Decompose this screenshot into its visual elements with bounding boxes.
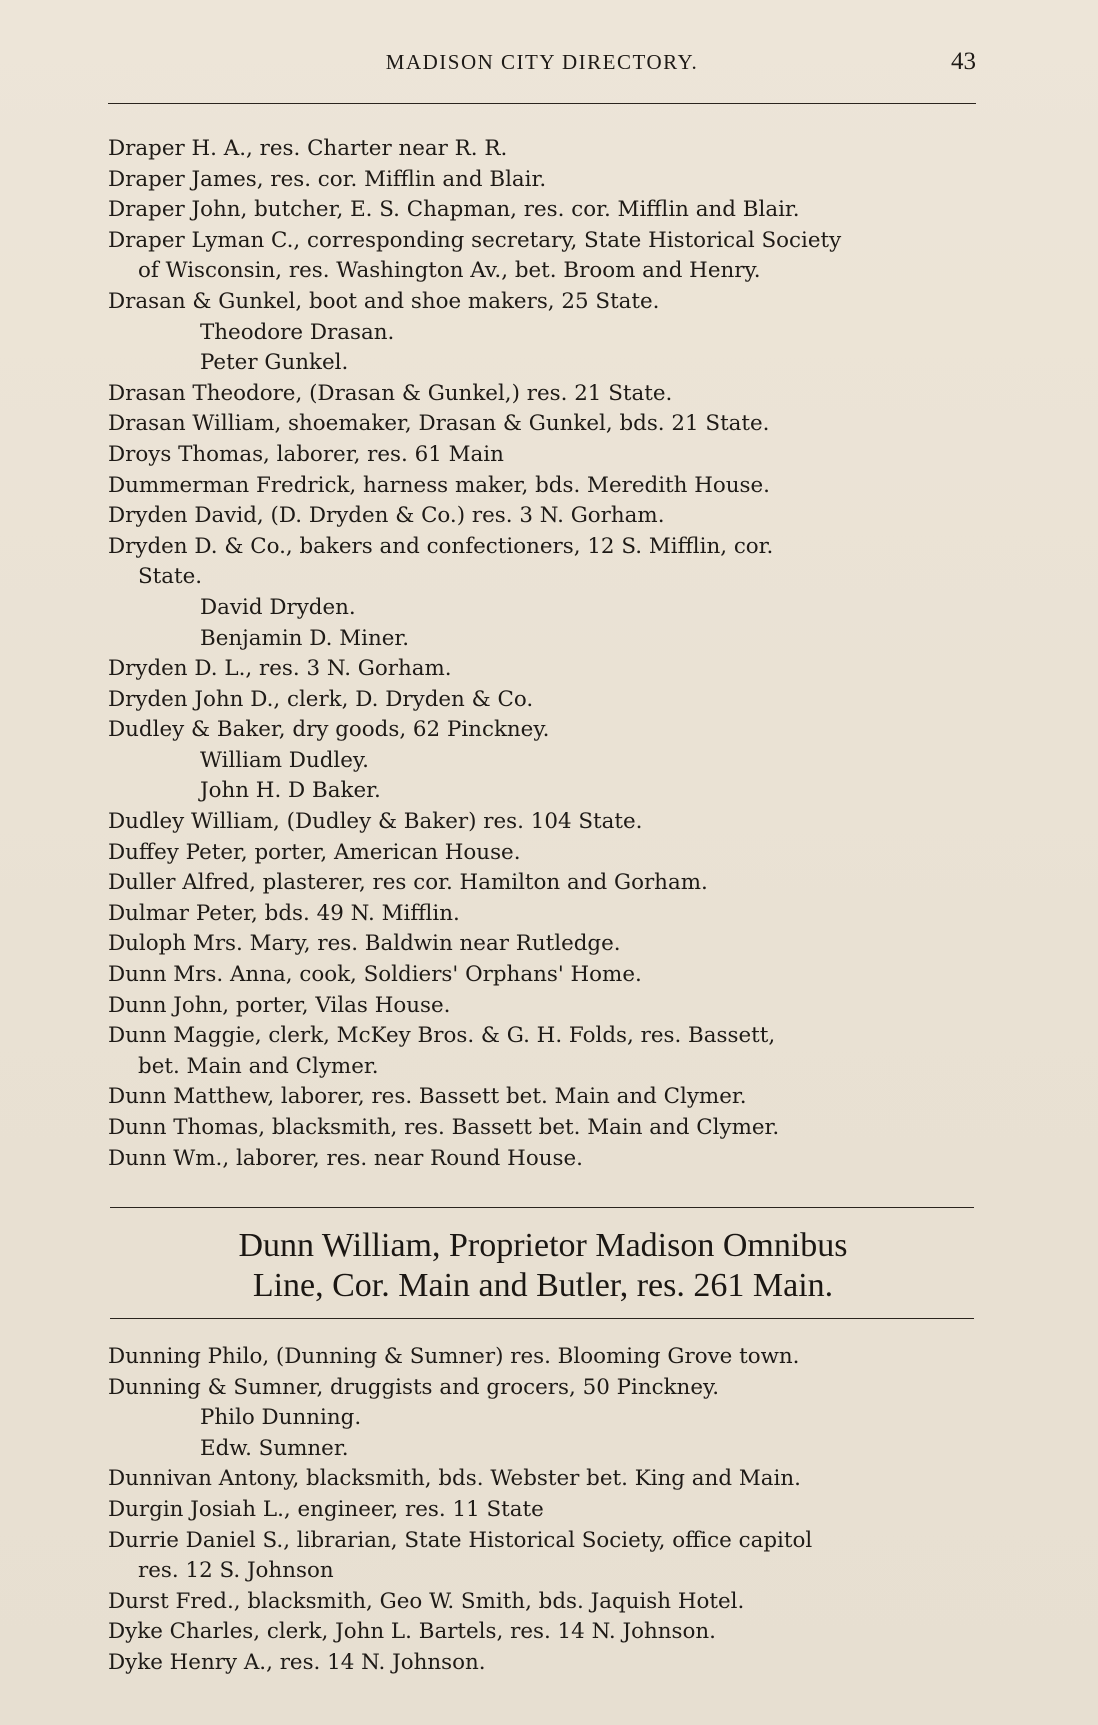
running-title: MADISON CITY DIRECTORY.	[385, 50, 699, 74]
directory-entry: Dudley William, (Dudley & Baker) res. 104 State.	[108, 809, 643, 835]
directory-entries-bottom	[108, 1342, 978, 1679]
advertisement-line-1: Dunn William, Proprietor Madison Omnibus	[238, 1227, 848, 1264]
directory-entry: Dunn Mrs. Anna, cook, Soldiers' Orphans' Home.	[108, 962, 642, 988]
directory-entry: Dryden David, (D. Dryden & Co.) res. 3 N. Gorham.	[108, 503, 665, 529]
advertisement-bottom-rule	[110, 1318, 974, 1319]
directory-entry: Droys Thomas, laborer, res. 61 Main	[108, 441, 504, 467]
directory-entry: Dyke Charles, clerk, John L. Bartels, res. 14 N. Johnson.	[108, 1619, 716, 1645]
directory-entry: Dryden D. L., res. 3 N. Gorham.	[108, 656, 452, 682]
directory-entry: Duller Alfred, plasterer, res cor. Hamilton and Gorham.	[108, 870, 708, 896]
advertisement-line-2: Line, Cor. Main and Butler, res. 261 Main.	[252, 1267, 834, 1304]
directory-entry: Dryden John D., clerk, D. Dryden & Co.	[108, 686, 534, 712]
directory-entry: Dulmar Peter, bds. 49 N. Mifflin.	[108, 900, 460, 926]
directory-entry: Draper Lyman C., corresponding secretary, State Historical Society	[108, 227, 842, 253]
directory-entry: Dunn Wm., laborer, res. near Round House.	[108, 1145, 583, 1171]
page-number: 43	[951, 48, 976, 75]
directory-entry: Dunning Philo, (Dunning & Sumner) res. Blooming Grove town.	[108, 1344, 800, 1369]
firm-partner: Theodore Drasan.	[200, 319, 395, 345]
entry-continuation: res. 12 S. Johnson	[138, 1558, 334, 1584]
directory-entry: Durst Fred., blacksmith, Geo W. Smith, bds. Jaquish Hotel.	[108, 1588, 745, 1614]
directory-entry: Duloph Mrs. Mary, res. Baldwin near Rutledge.	[108, 931, 621, 957]
firm-partner: David Dryden.	[200, 594, 356, 620]
firm-partner: John H. D Baker.	[200, 778, 381, 804]
directory-entry: Draper John, butcher, E. S. Chapman, res. cor. Mifflin and Blair.	[108, 197, 800, 223]
entry-continuation: bet. Main and Clymer.	[138, 1053, 379, 1079]
directory-entries-top	[108, 134, 978, 1174]
header-rule	[108, 103, 976, 104]
directory-entry: Dunning & Sumner, druggists and grocers, 50 Pinckney.	[108, 1374, 720, 1400]
firm-partner: William Dudley.	[200, 747, 369, 773]
firm-partner: Philo Dunning.	[200, 1405, 362, 1431]
firm-partner: Edw. Sumner.	[200, 1435, 349, 1461]
advertisement-block	[108, 1226, 978, 1306]
directory-entry: Dudley & Baker, dry goods, 62 Pinckney.	[108, 717, 550, 743]
firm-partner: Benjamin D. Miner.	[200, 625, 410, 651]
page-header	[108, 50, 976, 84]
directory-entry: Dunnivan Antony, blacksmith, bds. Webster bet. King and Main.	[108, 1466, 801, 1492]
directory-entry: Drasan William, shoemaker, Drasan & Gunkel, bds. 21 State.	[108, 411, 770, 437]
directory-entry: Drasan & Gunkel, boot and shoe makers, 25 State.	[108, 288, 660, 314]
directory-entry: Dyke Henry A., res. 14 N. Johnson.	[108, 1649, 486, 1675]
directory-entry: Dunn Matthew, laborer, res. Bassett bet. Main and Clymer.	[108, 1084, 747, 1110]
directory-entry: Dunn Maggie, clerk, McKey Bros. & G. H. Folds, res. Bassett,	[108, 1023, 776, 1049]
entry-continuation: of Wisconsin, res. Washington Av., bet. Broom and Henry.	[138, 258, 761, 284]
directory-entry: Dummerman Fredrick, harness maker, bds. Meredith House.	[108, 472, 770, 498]
directory-entry: Durrie Daniel S., librarian, State Historical Society, office capitol	[108, 1527, 813, 1553]
directory-entry: Drasan Theodore, (Drasan & Gunkel,) res. 21 State.	[108, 380, 673, 406]
directory-entry: Draper H. A., res. Charter near R. R.	[108, 136, 508, 161]
firm-partner: Peter Gunkel.	[200, 350, 349, 376]
directory-entry: Dryden D. & Co., bakers and confectioners, 12 S. Mifflin, cor.	[108, 533, 774, 559]
entry-continuation: State.	[138, 564, 203, 590]
directory-entry: Draper James, res. cor. Mifflin and Blair.	[108, 166, 547, 192]
advertisement-top-rule	[110, 1207, 974, 1208]
directory-entry: Dunn John, porter, Vilas House.	[108, 992, 451, 1018]
directory-entry: Durgin Josiah L., engineer, res. 11 State	[108, 1496, 544, 1522]
directory-entry: Dunn Thomas, blacksmith, res. Bassett bet. Main and Clymer.	[108, 1115, 780, 1140]
directory-entry: Duffey Peter, porter, American House.	[108, 839, 521, 865]
